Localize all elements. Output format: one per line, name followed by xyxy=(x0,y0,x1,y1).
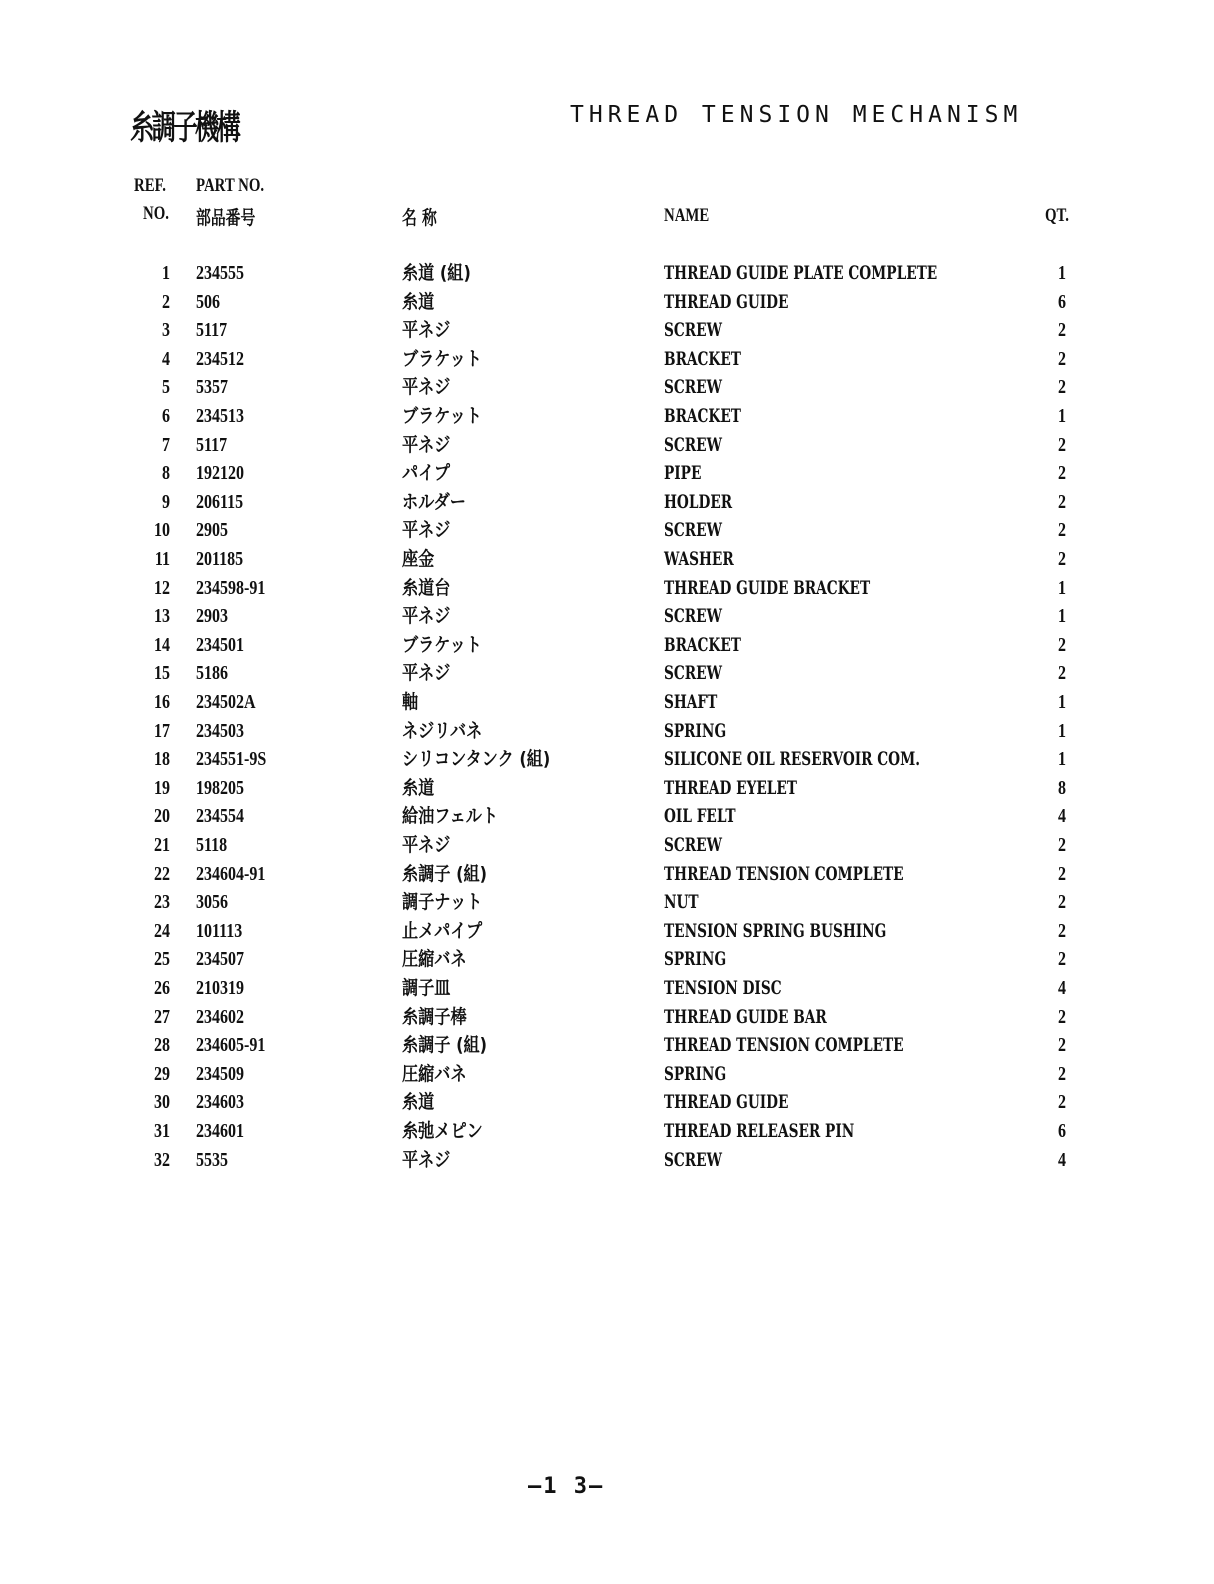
ref-number: 27 xyxy=(154,1005,170,1028)
part-number: 5186 xyxy=(196,662,228,685)
japanese-name: 調子皿 xyxy=(402,977,451,999)
table-row xyxy=(0,1089,1214,1117)
japanese-name: 止メパイプ xyxy=(402,919,483,942)
table-row xyxy=(0,603,1214,631)
part-name: THREAD GUIDE BRACKET xyxy=(664,576,871,599)
part-number: 234605-91 xyxy=(196,1034,266,1057)
quantity: 4 xyxy=(1058,805,1066,828)
quantity: 2 xyxy=(1058,1091,1066,1114)
page-title-japanese: 糸調子機構 xyxy=(130,108,238,148)
column-header-part-line1: PART NO. xyxy=(196,175,265,196)
table-row xyxy=(0,260,1214,288)
japanese-name: 圧縮バネ xyxy=(402,948,467,971)
quantity: 2 xyxy=(1058,319,1066,342)
part-number: 3056 xyxy=(196,891,228,914)
ref-number: 5 xyxy=(162,376,170,399)
column-header-japanese-name: 名 称 xyxy=(402,207,437,229)
japanese-name: シリコンタンク (組) xyxy=(402,748,551,771)
part-number: 234513 xyxy=(196,405,244,427)
quantity: 1 xyxy=(1058,405,1066,427)
table-row xyxy=(0,546,1214,574)
quantity: 8 xyxy=(1058,776,1066,799)
table-row xyxy=(0,374,1214,402)
table-row xyxy=(0,775,1214,803)
ref-number: 15 xyxy=(154,662,170,685)
ref-number: 9 xyxy=(162,490,170,513)
ref-number: 7 xyxy=(162,433,170,456)
ref-number: 23 xyxy=(154,891,170,914)
ref-number: 6 xyxy=(162,405,170,427)
part-name: TENSION SPRING BUSHING xyxy=(664,919,887,942)
japanese-name: 平ネジ xyxy=(402,605,451,628)
part-name: SCREW xyxy=(664,1148,722,1171)
table-row xyxy=(0,632,1214,660)
japanese-name: 平ネジ xyxy=(402,1148,451,1171)
part-name: BRACKET xyxy=(664,405,741,427)
japanese-name: 軸 xyxy=(402,691,419,713)
table-row xyxy=(0,432,1214,460)
japanese-name: 給油フェルト xyxy=(402,805,499,828)
japanese-name: 糸調子 (組) xyxy=(402,1034,487,1057)
column-header-ref-line1: REF. xyxy=(134,175,166,196)
japanese-name: 糸道 xyxy=(402,1091,435,1114)
part-number: 234555 xyxy=(196,262,244,284)
quantity: 2 xyxy=(1058,834,1066,856)
table-row xyxy=(0,918,1214,946)
quantity: 1 xyxy=(1058,605,1066,628)
japanese-name: 糸調子 (組) xyxy=(402,862,487,885)
table-row xyxy=(0,1004,1214,1032)
part-name: TENSION DISC xyxy=(664,977,782,999)
quantity: 2 xyxy=(1058,462,1066,485)
table-row xyxy=(0,575,1214,603)
quantity: 2 xyxy=(1058,1005,1066,1028)
part-name: SPRING xyxy=(664,948,727,971)
quantity: 1 xyxy=(1058,748,1066,771)
ref-number: 2 xyxy=(162,290,170,313)
quantity: 6 xyxy=(1058,1120,1066,1142)
ref-number: 24 xyxy=(154,919,170,942)
japanese-name: 糸道 (組) xyxy=(402,262,471,284)
part-number: 234502A xyxy=(196,691,256,713)
part-name: BRACKET xyxy=(664,347,741,370)
japanese-name: 平ネジ xyxy=(402,519,451,542)
part-name: THREAD GUIDE PLATE COMPLETE xyxy=(664,262,938,284)
quantity: 1 xyxy=(1058,691,1066,713)
japanese-name: パイプ xyxy=(402,462,450,485)
ref-number: 22 xyxy=(154,862,170,885)
quantity: 1 xyxy=(1058,719,1066,742)
ref-number: 10 xyxy=(154,519,170,542)
table-row xyxy=(0,946,1214,974)
ref-number: 26 xyxy=(154,977,170,999)
ref-number: 1 xyxy=(162,262,170,284)
part-number: 201185 xyxy=(196,548,244,570)
japanese-name: 平ネジ xyxy=(402,834,451,856)
japanese-name: 圧縮バネ xyxy=(402,1062,467,1085)
page-title-english: THREAD TENSION MECHANISM xyxy=(570,102,1023,128)
quantity: 2 xyxy=(1058,948,1066,971)
japanese-name: ブラケット xyxy=(402,405,482,427)
part-number: 210319 xyxy=(196,977,244,999)
part-number: 5117 xyxy=(196,319,228,342)
part-number: 206115 xyxy=(196,490,244,513)
quantity: 2 xyxy=(1058,633,1066,656)
quantity: 2 xyxy=(1058,662,1066,685)
part-name: THREAD GUIDE xyxy=(664,1091,789,1114)
ref-number: 11 xyxy=(154,548,170,570)
ref-number: 8 xyxy=(162,462,170,485)
quantity: 1 xyxy=(1058,576,1066,599)
japanese-name: 平ネジ xyxy=(402,662,451,685)
part-name: THREAD TENSION COMPLETE xyxy=(664,1034,904,1057)
table-row xyxy=(0,1147,1214,1175)
part-number: 234512 xyxy=(196,347,244,370)
quantity: 6 xyxy=(1058,290,1066,313)
table-row xyxy=(0,660,1214,688)
quantity: 2 xyxy=(1058,1062,1066,1085)
ref-number: 25 xyxy=(154,948,170,971)
part-name: SILICONE OIL RESERVOIR COM. xyxy=(664,748,921,771)
quantity: 2 xyxy=(1058,376,1066,399)
part-name: THREAD EYELET xyxy=(664,776,797,799)
japanese-name: ブラケット xyxy=(402,633,482,656)
quantity: 2 xyxy=(1058,433,1066,456)
part-number: 506 xyxy=(196,290,220,313)
quantity: 2 xyxy=(1058,519,1066,542)
japanese-name: 糸道 xyxy=(402,290,435,313)
table-row xyxy=(0,689,1214,717)
part-name: NUT xyxy=(664,891,699,914)
part-name: SCREW xyxy=(664,319,722,342)
ref-number: 12 xyxy=(154,576,170,599)
table-row xyxy=(0,832,1214,860)
ref-number: 13 xyxy=(154,605,170,628)
part-name: THREAD GUIDE xyxy=(664,290,789,313)
japanese-name: 平ネジ xyxy=(402,433,451,456)
ref-number: 20 xyxy=(154,805,170,828)
part-number: 5117 xyxy=(196,433,228,456)
ref-number: 18 xyxy=(154,748,170,771)
ref-number: 14 xyxy=(154,633,170,656)
table-row xyxy=(0,746,1214,774)
ref-number: 16 xyxy=(154,691,170,713)
part-number: 192120 xyxy=(196,462,244,485)
column-header-part-line2: 部品番号 xyxy=(196,207,256,229)
part-name: SCREW xyxy=(664,605,722,628)
table-row xyxy=(0,889,1214,917)
column-header-quantity: QT. xyxy=(1045,205,1070,226)
column-header-name: NAME xyxy=(664,205,710,226)
part-number: 234602 xyxy=(196,1005,244,1028)
japanese-name: ネジリバネ xyxy=(402,719,483,742)
part-number: 234603 xyxy=(196,1091,244,1114)
ref-number: 30 xyxy=(154,1091,170,1114)
japanese-name: ホルダー xyxy=(402,490,466,513)
part-name: SPRING xyxy=(664,1062,727,1085)
ref-number: 29 xyxy=(154,1062,170,1085)
part-name: PIPE xyxy=(664,462,702,485)
quantity: 2 xyxy=(1058,347,1066,370)
part-number: 234551-9S xyxy=(196,748,267,771)
table-row xyxy=(0,975,1214,1003)
japanese-name: 糸弛メピン xyxy=(402,1120,483,1142)
part-name: OIL FELT xyxy=(664,805,736,828)
part-name: SHAFT xyxy=(664,691,718,713)
part-name: SCREW xyxy=(664,519,722,542)
part-number: 198205 xyxy=(196,776,244,799)
part-name: THREAD TENSION COMPLETE xyxy=(664,862,904,885)
ref-number: 31 xyxy=(154,1120,170,1142)
part-name: SCREW xyxy=(664,376,722,399)
quantity: 2 xyxy=(1058,862,1066,885)
part-name: THREAD GUIDE BAR xyxy=(664,1005,827,1028)
table-row xyxy=(0,403,1214,431)
column-header-ref-line2: NO. xyxy=(143,203,169,224)
table-row xyxy=(0,718,1214,746)
part-name: THREAD RELEASER PIN xyxy=(664,1120,855,1142)
ref-number: 32 xyxy=(154,1148,170,1171)
table-row xyxy=(0,289,1214,317)
part-name: SCREW xyxy=(664,433,722,456)
ref-number: 3 xyxy=(162,319,170,342)
japanese-name: 糸道 xyxy=(402,776,435,799)
part-name: SPRING xyxy=(664,719,727,742)
part-number: 234503 xyxy=(196,719,244,742)
part-number: 234601 xyxy=(196,1120,244,1142)
japanese-name: ブラケット xyxy=(402,347,482,370)
table-row xyxy=(0,317,1214,345)
part-number: 234509 xyxy=(196,1062,244,1085)
table-row xyxy=(0,1118,1214,1146)
japanese-name: 平ネジ xyxy=(402,319,451,342)
part-name: HOLDER xyxy=(664,490,733,513)
table-row xyxy=(0,517,1214,545)
table-row xyxy=(0,861,1214,889)
part-number: 234598-91 xyxy=(196,576,266,599)
part-number: 234501 xyxy=(196,633,244,656)
quantity: 2 xyxy=(1058,919,1066,942)
part-number: 234554 xyxy=(196,805,244,828)
ref-number: 21 xyxy=(154,834,170,856)
japanese-name: 平ネジ xyxy=(402,376,451,399)
part-number: 2905 xyxy=(196,519,228,542)
part-number: 5357 xyxy=(196,376,228,399)
table-row xyxy=(0,1061,1214,1089)
part-name: SCREW xyxy=(664,662,722,685)
part-number: 5118 xyxy=(196,834,228,856)
table-row xyxy=(0,460,1214,488)
quantity: 4 xyxy=(1058,1148,1066,1171)
japanese-name: 糸調子棒 xyxy=(402,1005,467,1028)
table-row xyxy=(0,489,1214,517)
page-number: —1 3— xyxy=(528,1474,605,1499)
quantity: 2 xyxy=(1058,548,1066,570)
quantity: 2 xyxy=(1058,1034,1066,1057)
part-number: 234604-91 xyxy=(196,862,266,885)
japanese-name: 調子ナット xyxy=(402,891,483,914)
table-row xyxy=(0,803,1214,831)
part-number: 101113 xyxy=(196,919,243,942)
ref-number: 28 xyxy=(154,1034,170,1057)
quantity: 1 xyxy=(1058,262,1066,284)
part-name: BRACKET xyxy=(664,633,741,656)
japanese-name: 座金 xyxy=(402,548,435,570)
quantity: 4 xyxy=(1058,977,1066,999)
part-number: 2903 xyxy=(196,605,228,628)
table-row xyxy=(0,346,1214,374)
quantity: 2 xyxy=(1058,490,1066,513)
ref-number: 19 xyxy=(154,776,170,799)
japanese-name: 糸道台 xyxy=(402,576,451,599)
ref-number: 4 xyxy=(162,347,170,370)
quantity: 2 xyxy=(1058,891,1066,914)
part-number: 234507 xyxy=(196,948,244,971)
part-name: SCREW xyxy=(664,834,722,856)
ref-number: 17 xyxy=(154,719,170,742)
part-number: 5535 xyxy=(196,1148,228,1171)
table-row xyxy=(0,1032,1214,1060)
part-name: WASHER xyxy=(664,548,734,570)
